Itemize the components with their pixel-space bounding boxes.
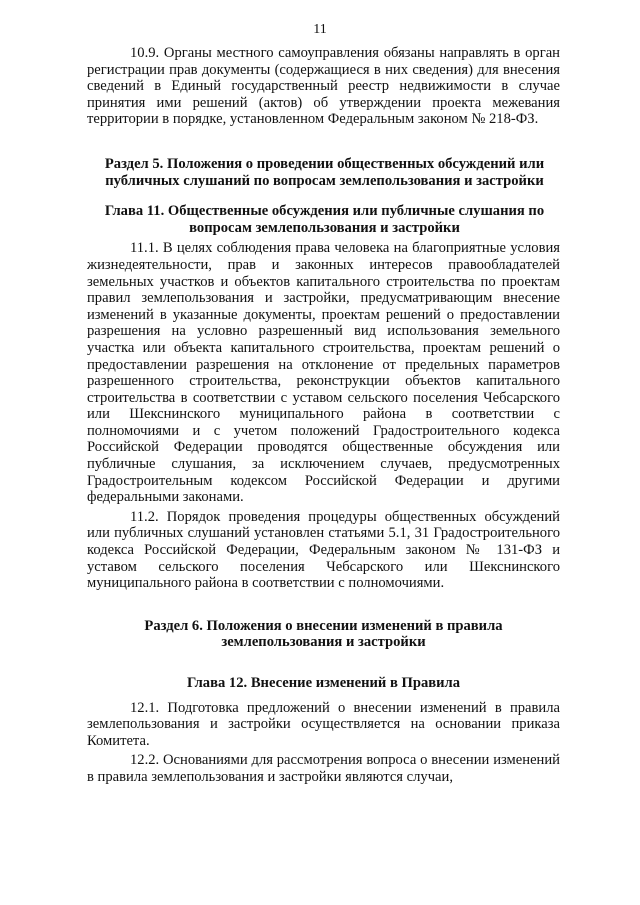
- section-5-heading-line1: Раздел 5. Положения о проведении общественных обсуждений или: [104, 155, 545, 172]
- section-6-heading-line2: землепользования и застройки: [221, 634, 426, 651]
- page-number: 11: [313, 22, 327, 37]
- paragraph-11-1: 11.1. В целях соблюдения права человека на благоприятные условия жизнедеятельности, прав и законных интересов правообладателей земельных участков и объектов капитального строительства по проектам правил землепользования и застройки, предусматривающим внесение изменений в указанные документы, проектам решений о предоставлении разрешения на условно разрешенный вид использования земельного участка или объекта капитального строительства, проектам решений о предоставлении разрешения на отклонение от предельных параметров разрешенного строительства, реконструкции объектов капитального строительства в соответствии с уставом сельского поселения Чебсарского или Шекснинского муниципального района в соответствии с полномочиями и с учетом положений Градостроительного кодекса Российской Федерации проводятся общественные обсуждения или публичные слушания, за исключением случаев, предусмотренных Градостроительным кодексом Российской Федерации и другими федеральными законами.: [87, 240, 560, 506]
- section-5-heading-line2: публичных слушаний по вопросам землепользования и застройки: [105, 172, 544, 189]
- section-6-heading: [87, 618, 560, 651]
- paragraph-12-2: 12.2. Основаниями для рассмотрения вопроса о внесении изменений в правила землепользования и застройки являются случаи,: [87, 752, 560, 785]
- paragraph-11-2: 11.2. Порядок проведения процедуры общественных обсуждений или публичных слушаний установлен статьями 5.1, 31 Градостроительного кодекса Российской Федерации, Федеральным законом № 131-ФЗ и уставом сельского поселения Чебсарского или Шекснинского муниципального района в соответствии с полномочиями.: [87, 508, 560, 592]
- chapter-11-heading-line2: вопросам землепользования и застройки: [189, 219, 460, 236]
- chapter-11-heading-line1: Глава 11. Общественные обсуждения или публичные слушания по: [104, 203, 545, 220]
- paragraph-10-9: 10.9. Органы местного самоуправления обязаны направлять в орган регистрации прав документы (содержащиеся в них сведения) для внесения сведений в Единый государственный реестр недвижимости в случае принятия ими решений (актов) об утверждении проекта межевания территории в порядке, установленном Федеральным законом № 218-ФЗ.: [87, 45, 560, 128]
- section-5-heading: [75, 156, 574, 189]
- chapter-12-heading: Глава 12. Внесение изменений в Правила: [186, 675, 461, 691]
- chapter-11-heading: [75, 203, 574, 236]
- page-content: [87, 45, 560, 786]
- paragraph-12-1: 12.1. Подготовка предложений о внесении изменений в правила землепользования и застройки осуществляется на основании приказа Комитета.: [87, 699, 560, 749]
- section-6-heading-line1: Раздел 6. Положения о внесении изменений в правила: [144, 617, 503, 634]
